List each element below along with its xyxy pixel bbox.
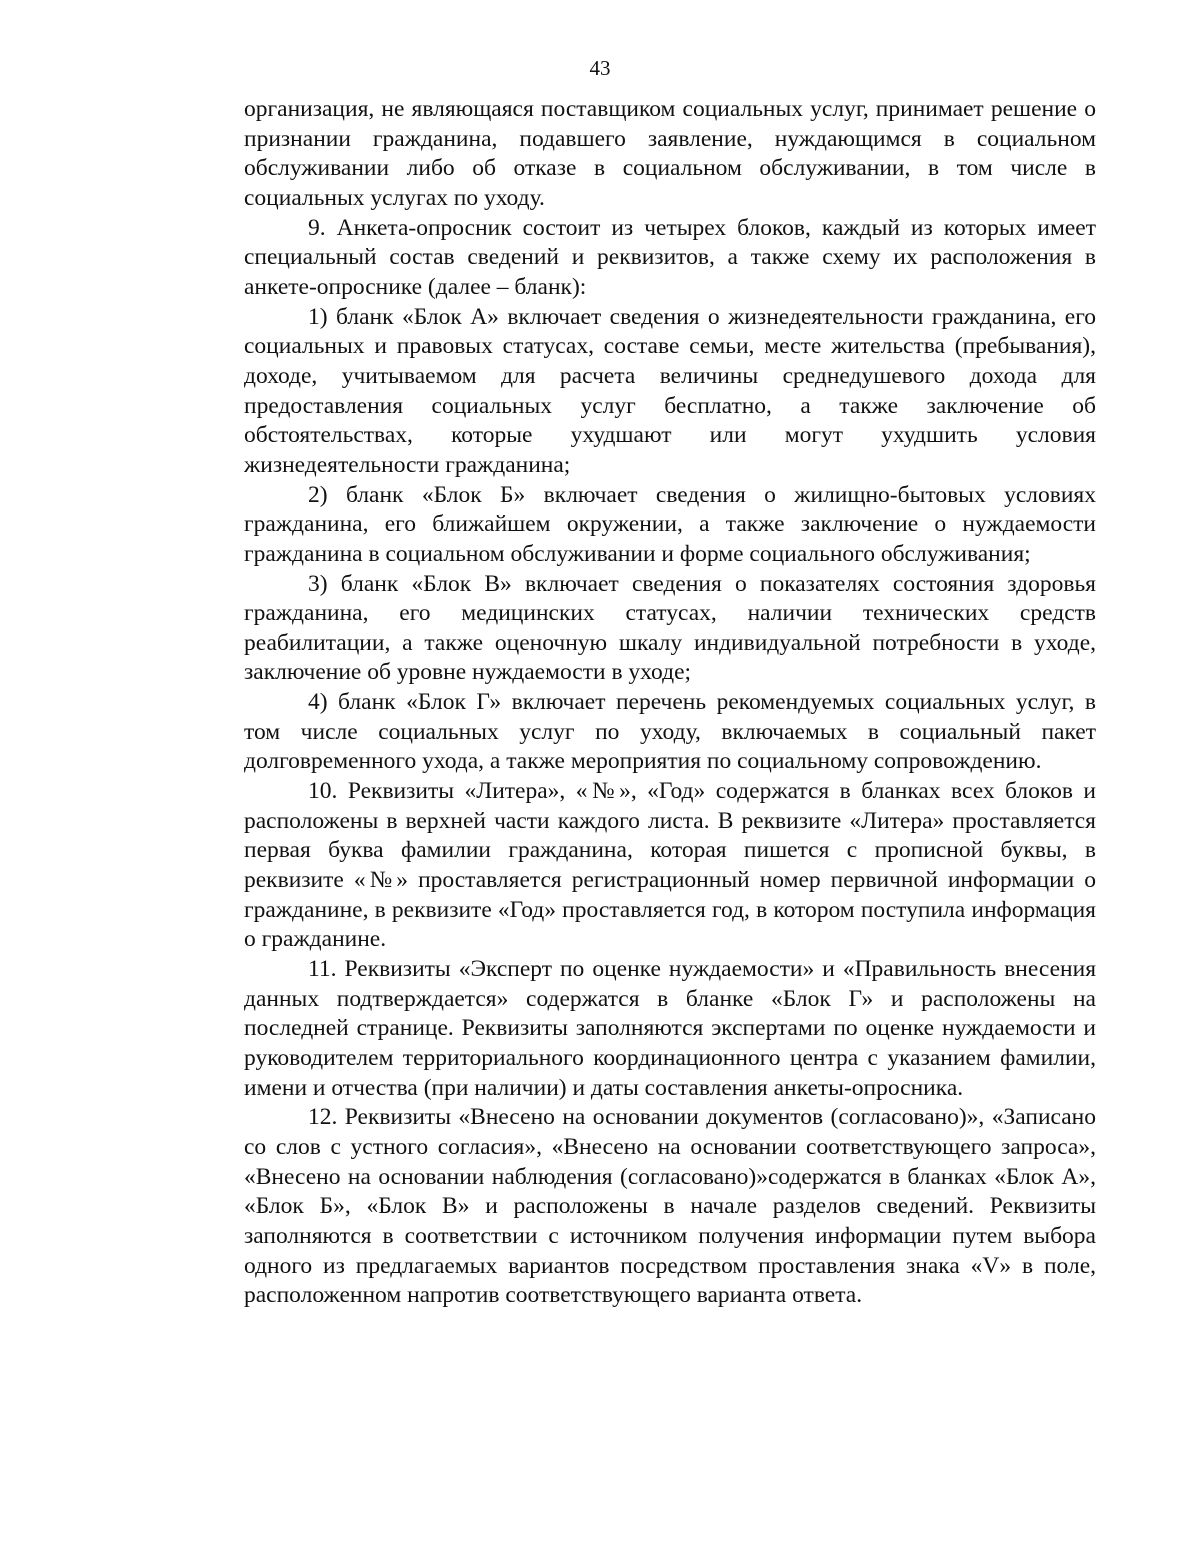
paragraph-item-11: 11. Реквизиты «Эксперт по оценке нуждаемости» и «Правильность внесения данных подтверждается» содержатся в бланке «Блок Г» и расположены на последней странице. Реквизиты заполняются экспертами по оценке нуждаемости и руководителем территориального координационного центра с указанием фамилии, имени и отчества (при наличии) и даты составления анкеты-опросника. — [244, 956, 1096, 1101]
paragraph-item-10: 10. Реквизиты «Литера», «№», «Год» содержатся в бланках всех блоков и расположены в верхней части каждого листа. В реквизите «Литера» проставляется первая буква фамилии гражданина, которая пишется с прописной буквы, в реквизите «№» проставляется регистрационный номер первичной информации о гражданине, в реквизите «Год» проставляется год, в котором поступила информация о гражданине. — [244, 778, 1096, 953]
paragraph-subitem-3: 3) бланк «Блок В» включает сведения о показателях состояния здоровья гражданина, его медицинских статусах, наличии технических средств реабилитации, а также оценочную шкалу индивидуальной потребности в уходе, заключение об уровне нуждаемости в уходе; — [244, 570, 1096, 686]
paragraph-subitem-2: 2) бланк «Блок Б» включает сведения о жилищно-бытовых условиях гражданина, его ближайшем окружении, а также заключение о нуждаемости гражданина в социальном обслуживании и форме социального обслуживания; — [244, 481, 1096, 567]
document-body — [244, 95, 1096, 1311]
paragraph-item-9: 9. Анкета-опросник состоит из четырех блоков, каждый из которых имеет специальный состав сведений и реквизитов, а также схему их расположения в анкете-опроснике (далее – бланк): — [244, 214, 1096, 300]
paragraph-subitem-1: 1) бланк «Блок А» включает сведения о жизнедеятельности гражданина, его социальных и правовых статусах, составе семьи, месте жительства (пребывания), доходе, учитываемом для расчета величины среднедушевого дохода для предоставления социальных услуг бесплатно, а также заключение об обстоятельствах, которые ухудшают или могут ухудшить условия жизнедеятельности гражданина; — [244, 303, 1096, 478]
paragraph-continuation: организация, не являющаяся поставщиком социальных услуг, принимает решение о признании гражданина, подавшего заявление, нуждающимся в социальном обслуживании либо об отказе в социальном обслуживании, в том числе в социальных услугах по уходу. — [244, 96, 1096, 211]
paragraph-subitem-4: 4) бланк «Блок Г» включает перечень рекомендуемых социальных услуг, в том числе социальных услуг по уходу, включаемых в социальный пакет долговременного ухода, а также мероприятия по социальному сопровождению. — [244, 689, 1096, 775]
paragraph-item-12: 12. Реквизиты «Внесено на основании документов (согласовано)», «Записано со слов с устного согласия», «Внесено на основании соответствующего запроса», «Внесено на основании наблюдения (согласовано)»содержатся в бланках «Блок А», «Блок Б», «Блок В» и расположены в начале разделов сведений. Реквизиты заполняются в соответствии с источником получения информации путем выбора одного из предлагаемых вариантов посредством проставления знака «V» в поле, расположенном напротив соответствующего варианта ответа. — [244, 1104, 1096, 1309]
page-number: 43 — [589, 56, 611, 80]
